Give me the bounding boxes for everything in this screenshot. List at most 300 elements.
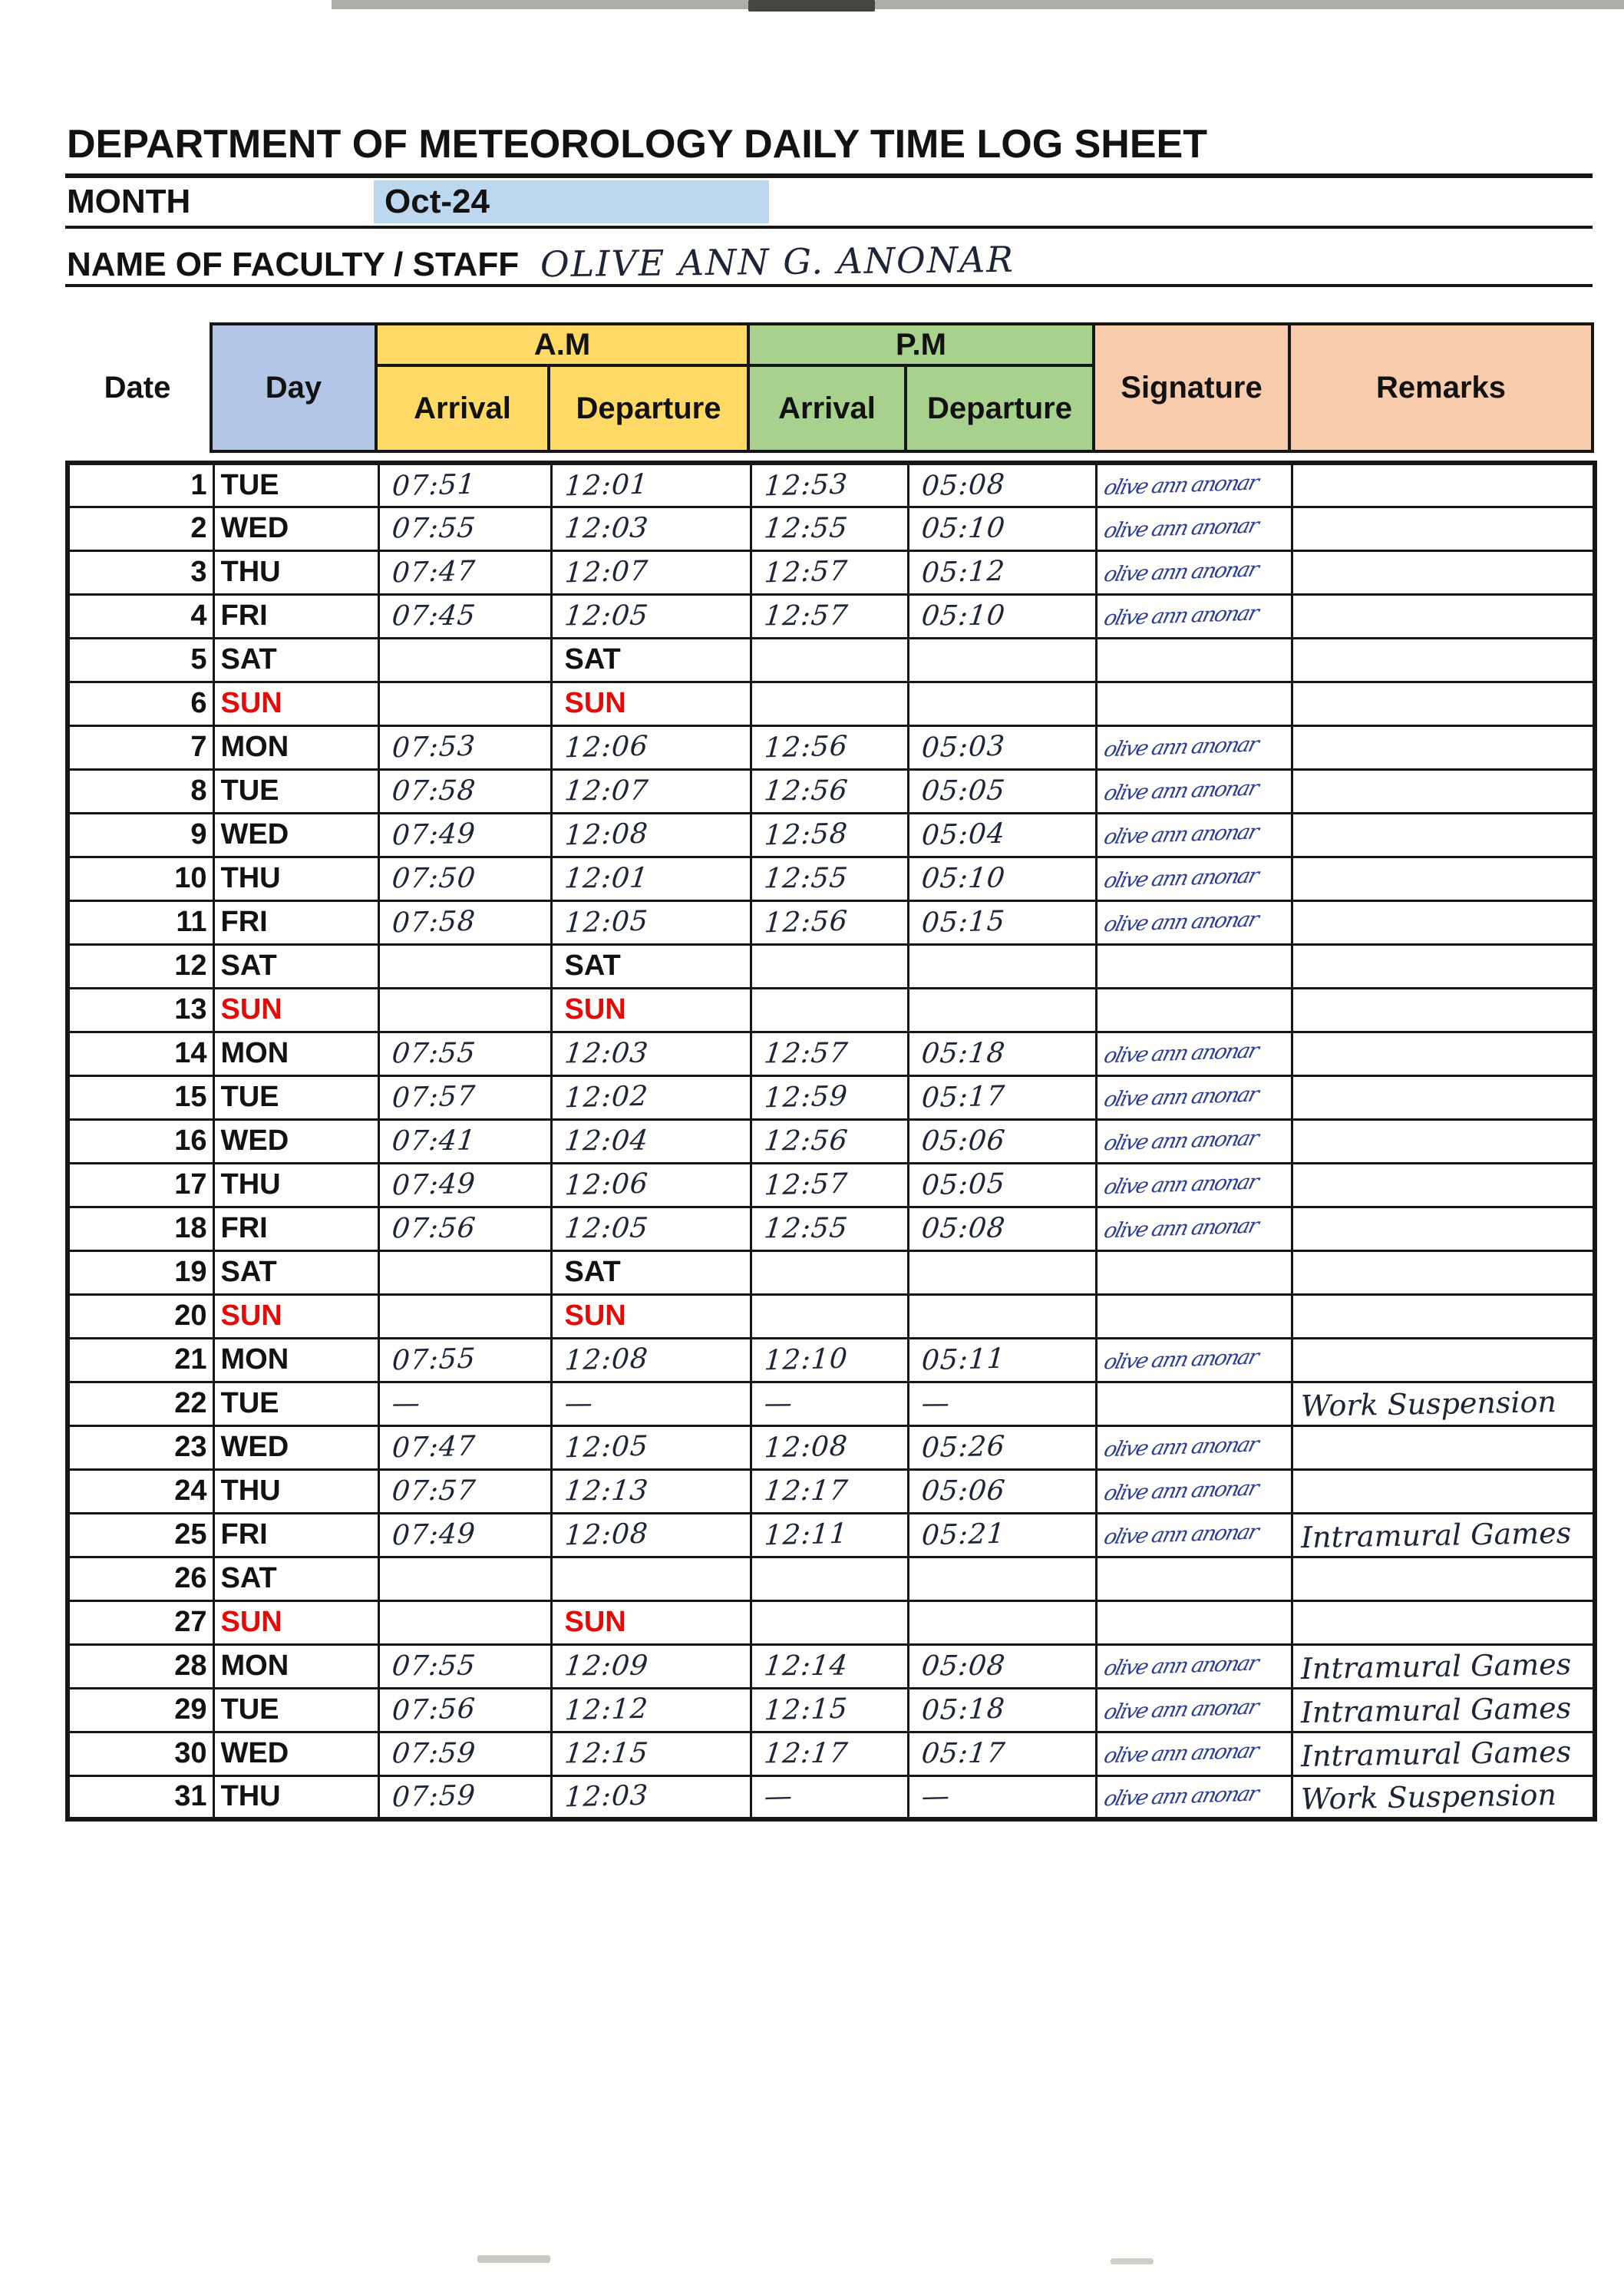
remarks-cell: [1292, 463, 1595, 507]
pm-departure-value: 05:17: [919, 1737, 1007, 1770]
pm-arrival-value: 12:58: [763, 817, 849, 852]
pm-arrival-value: 12:56: [763, 730, 849, 765]
remarks-cell: [1292, 1557, 1595, 1600]
table-row: [68, 1775, 1595, 1819]
day-cell: TUE: [213, 1382, 378, 1425]
signature-cell: [1096, 682, 1292, 725]
am-departure-value: 12:08: [563, 1518, 649, 1552]
pm-departure-value: 05:12: [920, 555, 1006, 590]
pm-departure-value: 05:03: [920, 730, 1006, 765]
signature-cell: [1096, 900, 1292, 944]
am-departure-value: 12:05: [563, 1430, 649, 1465]
signature-cell: [1096, 1600, 1292, 1644]
day-cell: SAT: [213, 638, 378, 682]
day-cell: FRI: [213, 594, 378, 638]
pm-arrival-value: 12:59: [763, 1080, 849, 1115]
header-date: Date: [104, 370, 171, 405]
header-am-arrival: Arrival: [376, 365, 549, 451]
signature-scrawl: olive ann anonar: [1101, 1651, 1260, 1681]
table-row: [68, 463, 1595, 507]
day-cell: TUE: [213, 1075, 378, 1119]
remarks-cell: [1292, 725, 1595, 769]
table-row: [68, 900, 1595, 944]
table-row: [68, 1732, 1595, 1775]
day-cell: THU: [213, 1775, 378, 1819]
date-cell: 31: [68, 1775, 213, 1819]
am-arrival-value: 07:55: [390, 1037, 477, 1070]
table-row: [68, 944, 1595, 988]
signature-scrawl: olive ann anonar: [1101, 907, 1260, 937]
date-cell: 20: [68, 1294, 213, 1338]
month-row: [65, 178, 1593, 229]
faculty-name-value: OLIVE ANN G. ANONAR: [540, 238, 1015, 286]
table-row: [68, 682, 1595, 725]
signature-scrawl: olive ann anonar: [1101, 1739, 1260, 1769]
pm-departure-value: 05:06: [919, 1125, 1007, 1158]
remarks-cell: [1292, 857, 1595, 900]
date-cell: 26: [68, 1557, 213, 1600]
signature-cell: [1096, 1425, 1292, 1469]
remarks-value: Intramural Games: [1300, 1646, 1572, 1686]
am-departure-value: 12:08: [563, 1343, 649, 1377]
am-arrival-value: 07:50: [390, 862, 477, 895]
date-cell: 2: [68, 507, 213, 550]
day-cell: FRI: [213, 1207, 378, 1250]
pm-departure-value: 05:10: [919, 599, 1007, 633]
signature-cell: [1096, 1250, 1292, 1294]
remarks-cell: [1292, 550, 1595, 594]
remarks-cell: [1292, 1775, 1595, 1819]
signature-cell: [1096, 550, 1292, 594]
table-row: [68, 1075, 1595, 1119]
signature-scrawl: olive ann anonar: [1101, 1345, 1260, 1375]
remarks-cell: [1292, 1732, 1595, 1775]
day-cell: SUN: [213, 1294, 378, 1338]
remarks-cell: [1292, 682, 1595, 725]
am-departure-value: 12:07: [563, 775, 650, 808]
pm-departure-value: 05:26: [920, 1430, 1006, 1465]
signature-cell: [1096, 988, 1292, 1032]
am-departure-value: 12:03: [563, 512, 650, 545]
name-row: [65, 232, 1593, 287]
am-arrival-value: 07:41: [390, 1125, 477, 1158]
signature-scrawl: olive ann anonar: [1101, 1214, 1260, 1244]
month-label: MONTH: [67, 183, 191, 220]
remarks-value: Work Suspension: [1300, 1384, 1556, 1423]
am-arrival-value: 07:53: [391, 730, 477, 765]
table-row: [68, 1207, 1595, 1250]
table-row: [68, 594, 1595, 638]
table-row: [68, 769, 1595, 813]
am-arrival-value: —: [390, 1387, 422, 1420]
pm-arrival-value: 12:56: [762, 1125, 850, 1158]
table-row: [68, 1425, 1595, 1469]
date-cell: 15: [68, 1075, 213, 1119]
table-row: [68, 1119, 1595, 1163]
day-cell: FRI: [213, 1513, 378, 1557]
am-departure-value: SAT: [564, 950, 621, 982]
remarks-cell: [1292, 1425, 1595, 1469]
header-pm-arrival: Arrival: [748, 365, 906, 451]
scan-artifact: [332, 0, 1624, 9]
signature-cell: [1096, 1075, 1292, 1119]
day-cell: THU: [213, 1469, 378, 1513]
remarks-cell: [1292, 1688, 1595, 1732]
day-cell: THU: [213, 857, 378, 900]
remarks-cell: [1292, 1644, 1595, 1688]
pm-arrival-value: 12:17: [762, 1737, 850, 1770]
date-cell: 14: [68, 1032, 213, 1075]
signature-scrawl: olive ann anonar: [1101, 1695, 1260, 1725]
signature-cell: [1096, 1382, 1292, 1425]
am-arrival-value: 07:51: [391, 468, 477, 503]
pm-departure-value: —: [919, 1387, 952, 1420]
am-arrival-value: 07:56: [390, 1212, 477, 1245]
remarks-cell: [1292, 1382, 1595, 1425]
pm-departure-value: 05:06: [919, 1475, 1007, 1508]
am-arrival-value: 07:58: [391, 905, 477, 940]
am-departure-value: SUN: [564, 1300, 626, 1332]
signature-scrawl: olive ann anonar: [1101, 601, 1260, 631]
pm-departure-value: 05:05: [920, 1168, 1006, 1202]
table-row: [68, 1338, 1595, 1382]
remarks-value: Intramural Games: [1300, 1690, 1572, 1729]
header-am: A.M: [376, 324, 748, 365]
am-departure-value: 12:06: [563, 1168, 649, 1202]
pm-arrival-value: 12:57: [763, 555, 849, 590]
signature-cell: [1096, 1688, 1292, 1732]
signature-scrawl: olive ann anonar: [1101, 1039, 1260, 1068]
table-row: [68, 813, 1595, 857]
day-cell: WED: [213, 1425, 378, 1469]
date-cell: 11: [68, 900, 213, 944]
day-cell: MON: [213, 725, 378, 769]
table-row: [68, 725, 1595, 769]
pm-departure-value: 05:18: [920, 1693, 1006, 1727]
date-cell: 9: [68, 813, 213, 857]
pm-arrival-value: 12:57: [763, 1168, 849, 1202]
am-departure-value: 12:07: [563, 555, 649, 590]
day-cell: MON: [213, 1644, 378, 1688]
signature-cell: [1096, 1338, 1292, 1382]
page-content: [65, 121, 1593, 1822]
signature-scrawl: olive ann anonar: [1101, 732, 1260, 762]
date-cell: 1: [68, 463, 213, 507]
am-arrival-value: 07:58: [390, 775, 477, 808]
table-row: [68, 1032, 1595, 1075]
am-departure-value: SAT: [564, 643, 621, 675]
date-cell: 29: [68, 1688, 213, 1732]
pm-departure-value: 05:05: [919, 775, 1007, 808]
table-row: [68, 857, 1595, 900]
signature-scrawl: olive ann anonar: [1101, 1126, 1260, 1156]
pm-departure-value: —: [920, 1780, 951, 1813]
signature-scrawl: olive ann anonar: [1101, 776, 1260, 806]
am-arrival-value: 07:47: [391, 555, 477, 590]
date-cell: 6: [68, 682, 213, 725]
am-arrival-value: 07:56: [391, 1693, 477, 1727]
table-row: [68, 1163, 1595, 1207]
date-cell: 7: [68, 725, 213, 769]
day-cell: THU: [213, 1163, 378, 1207]
day-cell: TUE: [213, 463, 378, 507]
date-cell: 5: [68, 638, 213, 682]
pm-departure-value: 05:08: [919, 1650, 1007, 1683]
remarks-cell: [1292, 769, 1595, 813]
am-arrival-value: 07:57: [391, 1080, 477, 1115]
signature-scrawl: olive ann anonar: [1101, 1082, 1260, 1112]
signature-cell: [1096, 813, 1292, 857]
remarks-value: Intramural Games: [1300, 1734, 1572, 1773]
pm-departure-value: 05:15: [920, 905, 1006, 940]
signature-scrawl: olive ann anonar: [1101, 471, 1260, 500]
remarks-value: Intramural Games: [1300, 1515, 1572, 1554]
table-row: [68, 1382, 1595, 1425]
pm-arrival-value: —: [763, 1780, 794, 1813]
remarks-cell: [1292, 1338, 1595, 1382]
remarks-value: Work Suspension: [1300, 1777, 1556, 1816]
signature-cell: [1096, 1513, 1292, 1557]
remarks-cell: [1292, 1075, 1595, 1119]
month-value: Oct-24: [374, 180, 769, 223]
am-departure-value: 12:05: [563, 599, 650, 633]
day-cell: FRI: [213, 900, 378, 944]
day-cell: MON: [213, 1338, 378, 1382]
table-row: [68, 1557, 1595, 1600]
remarks-cell: [1292, 1207, 1595, 1250]
am-arrival-value: 07:55: [390, 512, 477, 545]
pm-departure-value: 05:17: [920, 1080, 1006, 1115]
am-departure-value: 12:08: [563, 817, 649, 852]
day-cell: WED: [213, 1119, 378, 1163]
day-cell: SUN: [213, 682, 378, 725]
date-cell: 23: [68, 1425, 213, 1469]
am-departure-value: SUN: [564, 687, 626, 719]
am-departure-value: 12:01: [563, 862, 650, 895]
pm-arrival-value: 12:11: [763, 1518, 849, 1552]
signature-cell: [1096, 1294, 1292, 1338]
signature-cell: [1096, 1557, 1292, 1600]
signature-scrawl: olive ann anonar: [1101, 1170, 1260, 1200]
am-departure-value: 12:05: [563, 1212, 650, 1245]
am-departure-value: 12:03: [563, 1037, 650, 1070]
signature-cell: [1096, 1644, 1292, 1688]
table-row: [68, 550, 1595, 594]
pm-departure-value: 05:08: [920, 468, 1006, 503]
pm-arrival-value: 12:55: [762, 862, 850, 895]
date-cell: 24: [68, 1469, 213, 1513]
am-departure-value: SAT: [564, 1256, 621, 1288]
signature-scrawl: olive ann anonar: [1101, 1432, 1260, 1462]
date-cell: 12: [68, 944, 213, 988]
table-row: [68, 1644, 1595, 1688]
table-row: [68, 1688, 1595, 1732]
day-cell: SAT: [213, 944, 378, 988]
date-cell: 3: [68, 550, 213, 594]
am-departure-value: 12:05: [563, 905, 649, 940]
am-departure-value: 12:06: [563, 730, 649, 765]
date-cell: 22: [68, 1382, 213, 1425]
pm-arrival-value: —: [762, 1387, 794, 1420]
am-arrival-value: 07:59: [391, 1779, 477, 1814]
remarks-cell: [1292, 1469, 1595, 1513]
scan-artifact: [477, 2255, 550, 2263]
am-departure-value: 12:01: [563, 468, 649, 503]
remarks-cell: [1292, 594, 1595, 638]
am-departure-value: 12:03: [563, 1779, 649, 1814]
header-pm-departure: Departure: [906, 365, 1094, 451]
am-arrival-value: 07:59: [390, 1737, 477, 1770]
date-cell: 30: [68, 1732, 213, 1775]
signature-scrawl: olive ann anonar: [1101, 557, 1260, 587]
am-departure-value: 12:04: [563, 1125, 650, 1158]
header-pm: P.M: [748, 324, 1094, 365]
signature-scrawl: olive ann anonar: [1101, 820, 1260, 850]
signature-cell: [1096, 507, 1292, 550]
am-departure-value: 12:13: [563, 1475, 650, 1508]
pm-arrival-value: 12:53: [763, 468, 849, 503]
day-cell: WED: [213, 507, 378, 550]
table-row: [68, 1469, 1595, 1513]
pm-departure-value: 05:11: [920, 1343, 1006, 1377]
log-table: [65, 461, 1597, 1822]
signature-cell: [1096, 857, 1292, 900]
log-table-header: [65, 322, 1594, 453]
pm-arrival-value: 12:55: [762, 1212, 850, 1245]
signature-cell: [1096, 638, 1292, 682]
signature-cell: [1096, 944, 1292, 988]
pm-arrival-value: 12:56: [763, 905, 849, 940]
signature-scrawl: olive ann anonar: [1101, 1476, 1260, 1506]
am-arrival-value: 07:57: [390, 1475, 477, 1508]
signature-scrawl: olive ann anonar: [1101, 1520, 1260, 1550]
signature-cell: [1096, 769, 1292, 813]
pm-departure-value: 05:10: [919, 862, 1007, 895]
table-row: [68, 1250, 1595, 1294]
am-arrival-value: 07:49: [391, 1518, 477, 1552]
day-cell: WED: [213, 813, 378, 857]
header-day: Day: [211, 324, 376, 451]
pm-arrival-value: 12:14: [762, 1650, 850, 1683]
table-row: [68, 507, 1595, 550]
remarks-cell: [1292, 813, 1595, 857]
header-am-departure: Departure: [549, 365, 748, 451]
date-cell: 8: [68, 769, 213, 813]
am-departure-value: 12:15: [563, 1737, 650, 1770]
pm-departure-value: 05:18: [919, 1037, 1007, 1070]
remarks-cell: [1292, 988, 1595, 1032]
date-cell: 13: [68, 988, 213, 1032]
remarks-cell: [1292, 638, 1595, 682]
am-arrival-value: 07:47: [391, 1430, 477, 1465]
am-arrival-value: 07:49: [391, 817, 477, 852]
signature-cell: [1096, 725, 1292, 769]
date-cell: 18: [68, 1207, 213, 1250]
signature-cell: [1096, 594, 1292, 638]
signature-cell: [1096, 1469, 1292, 1513]
table-row: [68, 1600, 1595, 1644]
header-remarks: Remarks: [1289, 324, 1593, 451]
am-departure-value: 12:12: [563, 1693, 649, 1727]
pm-arrival-value: 12:55: [762, 512, 850, 545]
table-row: [68, 988, 1595, 1032]
remarks-cell: [1292, 1032, 1595, 1075]
signature-cell: [1096, 1119, 1292, 1163]
page-title: DEPARTMENT OF METEOROLOGY DAILY TIME LOG SHEET: [65, 121, 1593, 178]
signature-cell: [1096, 1732, 1292, 1775]
pm-departure-value: 05:04: [920, 817, 1006, 852]
remarks-cell: [1292, 1600, 1595, 1644]
signature-cell: [1096, 1207, 1292, 1250]
date-cell: 10: [68, 857, 213, 900]
remarks-cell: [1292, 1513, 1595, 1557]
remarks-cell: [1292, 900, 1595, 944]
pm-arrival-value: 12:57: [762, 599, 850, 633]
date-cell: 16: [68, 1119, 213, 1163]
am-departure-value: —: [563, 1387, 595, 1420]
pm-arrival-value: 12:10: [763, 1343, 849, 1377]
signature-cell: [1096, 1775, 1292, 1819]
pm-arrival-value: 12:15: [763, 1693, 849, 1727]
am-arrival-value: 07:55: [390, 1650, 477, 1683]
pm-arrival-value: 12:08: [763, 1430, 849, 1465]
am-departure-value: 12:02: [563, 1080, 649, 1115]
signature-scrawl: olive ann anonar: [1101, 864, 1260, 893]
pm-departure-value: 05:08: [919, 1212, 1007, 1245]
date-cell: 21: [68, 1338, 213, 1382]
pm-departure-value: 05:21: [920, 1518, 1006, 1552]
signature-cell: [1096, 1032, 1292, 1075]
pm-arrival-value: 12:17: [762, 1475, 850, 1508]
pm-arrival-value: 12:57: [762, 1037, 850, 1070]
signature-scrawl: olive ann anonar: [1101, 1782, 1260, 1812]
date-cell: 25: [68, 1513, 213, 1557]
table-row: [68, 638, 1595, 682]
remarks-cell: [1292, 1294, 1595, 1338]
date-cell: 19: [68, 1250, 213, 1294]
pm-arrival-value: 12:56: [762, 775, 850, 808]
signature-cell: [1096, 463, 1292, 507]
log-table-body: [68, 463, 1595, 1819]
pm-departure-value: 05:10: [919, 512, 1007, 545]
am-departure-value: SUN: [564, 993, 626, 1026]
faculty-name-label: NAME OF FACULTY / STAFF: [67, 246, 520, 283]
day-cell: TUE: [213, 769, 378, 813]
day-cell: WED: [213, 1732, 378, 1775]
day-cell: MON: [213, 1032, 378, 1075]
remarks-cell: [1292, 944, 1595, 988]
date-cell: 17: [68, 1163, 213, 1207]
signature-cell: [1096, 1163, 1292, 1207]
day-cell: SUN: [213, 1600, 378, 1644]
remarks-cell: [1292, 1163, 1595, 1207]
day-cell: SAT: [213, 1557, 378, 1600]
header-signature: Signature: [1094, 324, 1289, 451]
am-departure-value: 12:09: [563, 1650, 650, 1683]
signature-scrawl: olive ann anonar: [1101, 514, 1260, 543]
am-departure-value: SUN: [564, 1606, 626, 1638]
day-cell: THU: [213, 550, 378, 594]
date-cell: 28: [68, 1644, 213, 1688]
am-arrival-value: 07:55: [391, 1343, 477, 1377]
day-cell: SAT: [213, 1250, 378, 1294]
remarks-cell: [1292, 1250, 1595, 1294]
date-cell: 27: [68, 1600, 213, 1644]
am-arrival-value: 07:45: [390, 599, 477, 633]
remarks-cell: [1292, 507, 1595, 550]
remarks-cell: [1292, 1119, 1595, 1163]
day-cell: TUE: [213, 1688, 378, 1732]
